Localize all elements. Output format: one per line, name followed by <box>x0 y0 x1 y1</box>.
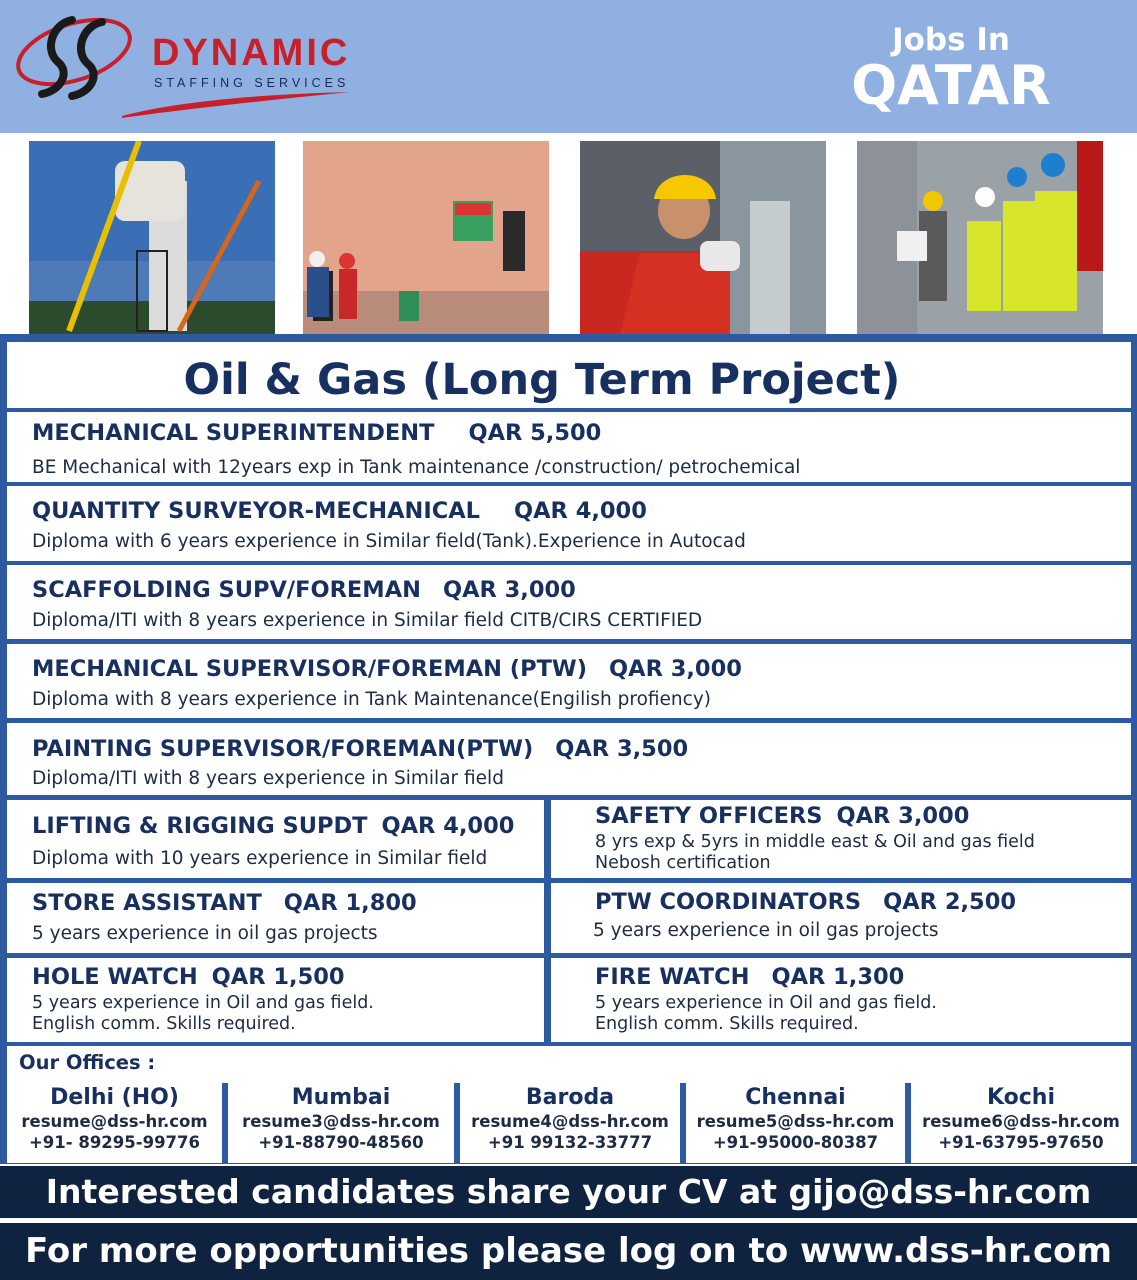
office-baroda <box>460 1083 680 1163</box>
office-city: Chennai <box>745 1085 846 1110</box>
job-title-text: SCAFFOLDING SUPV/FOREMAN <box>32 577 421 603</box>
job-title-text: QUANTITY SURVEYOR-MECHANICAL <box>32 498 480 524</box>
office-city: Delhi (HO) <box>50 1085 179 1110</box>
job-title-text: FIRE WATCH <box>595 964 750 990</box>
job-title <box>595 803 969 829</box>
office-mumbai <box>228 1083 454 1163</box>
office-city: Baroda <box>525 1085 615 1110</box>
job-title-text: MECHANICAL SUPERINTENDENT <box>32 420 435 446</box>
office-email[interactable]: resume3@dss-hr.com <box>242 1112 440 1131</box>
job-title <box>32 577 576 603</box>
offices-header <box>7 1046 1131 1083</box>
job-title-text: MECHANICAL SUPERVISOR/FOREMAN (PTW) <box>32 656 588 682</box>
job-title <box>595 964 904 990</box>
job-description: Diploma with 6 years experience in Similar field(Tank).Experience in Autocad <box>32 531 746 552</box>
job-description: 5 years experience in oil gas projects <box>593 920 939 941</box>
job-card <box>7 723 1131 795</box>
job-description: Diploma with 10 years experience in Similar field <box>32 848 488 869</box>
jobs-in-label: Jobs In <box>892 22 1010 58</box>
office-kochi <box>911 1083 1131 1163</box>
job-salary: QAR 3,000 <box>836 803 970 829</box>
jobs-country: QATAR <box>851 54 1051 117</box>
office-delhi <box>7 1083 222 1163</box>
job-description: 5 years experience in Oil and gas field. <box>595 993 937 1013</box>
job-title-text: LIFTING & RIGGING SUPDT <box>32 813 368 839</box>
company-subtitle: STAFFING SERVICES <box>154 76 350 90</box>
company-logo <box>12 10 372 120</box>
company-name: DYNAMIC <box>152 32 351 74</box>
office-phone: +91 99132-33777 <box>487 1133 653 1152</box>
job-salary: QAR 3,000 <box>442 577 576 603</box>
offices-section <box>7 1046 1131 1164</box>
job-card <box>7 565 1131 639</box>
job-title <box>595 889 1016 915</box>
job-title-text: HOLE WATCH <box>32 964 198 990</box>
office-email[interactable]: resume6@dss-hr.com <box>922 1112 1120 1131</box>
job-description: Diploma with 8 years experience in Tank Maintenance(Engilish profiency) <box>32 689 711 710</box>
job-description: 5 years experience in Oil and gas field. <box>32 993 374 1013</box>
header-banner <box>0 0 1137 133</box>
website-line: For more opportunities please log on to www.dss-hr.com <box>0 1223 1137 1280</box>
job-description: 5 years experience in oil gas projects <box>32 923 378 944</box>
offices-label: Our Offices : <box>19 1051 156 1074</box>
job-salary: QAR 5,500 <box>468 420 602 446</box>
job-salary: QAR 3,500 <box>555 736 689 762</box>
job-title <box>32 498 647 524</box>
office-email[interactable]: resume5@dss-hr.com <box>696 1112 895 1131</box>
job-salary: QAR 1,300 <box>771 964 905 990</box>
job-description: English comm. Skills required. <box>595 1014 859 1034</box>
job-title <box>32 813 514 839</box>
office-city: Kochi <box>986 1085 1056 1110</box>
job-card <box>551 883 1131 953</box>
job-card <box>551 800 1131 878</box>
job-description: English comm. Skills required. <box>32 1014 296 1034</box>
job-salary: QAR 2,500 <box>883 889 1017 915</box>
job-description: 8 yrs exp & 5yrs in middle east & Oil and gas field <box>595 832 1035 852</box>
job-card <box>7 800 544 878</box>
cv-submission-line: Interested candidates share your CV at gijo@dss-hr.com <box>0 1166 1137 1218</box>
job-description: BE Mechanical with 12years exp in Tank maintenance /construction/ petrochemical <box>32 457 801 478</box>
jobs-frame <box>0 334 1137 1164</box>
job-card <box>7 958 544 1042</box>
office-email[interactable]: resume4@dss-hr.com <box>471 1112 669 1131</box>
job-title-text: PAINTING SUPERVISOR/FOREMAN(PTW) <box>32 736 534 762</box>
headline-panel <box>7 342 1131 408</box>
job-card <box>7 486 1131 561</box>
photo-engineers-group <box>857 141 1103 334</box>
office-city: Mumbai <box>291 1085 391 1110</box>
photo-workers-wall <box>303 141 549 334</box>
job-title <box>32 890 417 916</box>
office-phone: +91- 89295-99776 <box>28 1133 201 1152</box>
job-description: Diploma/ITI with 8 years experience in Similar field CITB/CIRS CERTIFIED <box>32 610 703 631</box>
job-salary: QAR 4,000 <box>514 498 647 524</box>
photo-crane <box>29 141 275 334</box>
job-card <box>551 958 1131 1042</box>
job-title <box>32 420 601 446</box>
job-title <box>32 964 345 990</box>
job-description: Diploma/ITI with 8 years experience in Similar field <box>32 768 504 789</box>
job-title-text: STORE ASSISTANT <box>32 890 262 916</box>
job-salary: QAR 4,000 <box>381 813 515 839</box>
job-title-text: SAFETY OFFICERS <box>595 803 823 829</box>
office-chennai <box>686 1083 905 1163</box>
page-title: Oil & Gas (Long Term Project) <box>183 355 901 405</box>
logo-swoosh-icon <box>122 90 352 120</box>
job-salary: QAR 1,800 <box>283 890 417 916</box>
job-card <box>7 644 1131 718</box>
job-card <box>7 883 544 953</box>
office-phone: +91-63795-97650 <box>938 1133 1104 1152</box>
job-salary: QAR 1,500 <box>211 964 345 990</box>
job-title <box>32 656 742 682</box>
job-title <box>32 736 688 762</box>
job-title-text: PTW COORDINATORS <box>595 889 862 915</box>
office-phone: +91-95000-80387 <box>712 1133 879 1152</box>
office-email[interactable]: resume@dss-hr.com <box>21 1112 208 1131</box>
job-card <box>7 412 1131 482</box>
job-description: Nebosh certification <box>595 853 771 873</box>
photo-engineer-helmet <box>580 141 826 334</box>
job-salary: QAR 3,000 <box>609 656 742 682</box>
office-phone: +91-88790-48560 <box>258 1133 424 1152</box>
